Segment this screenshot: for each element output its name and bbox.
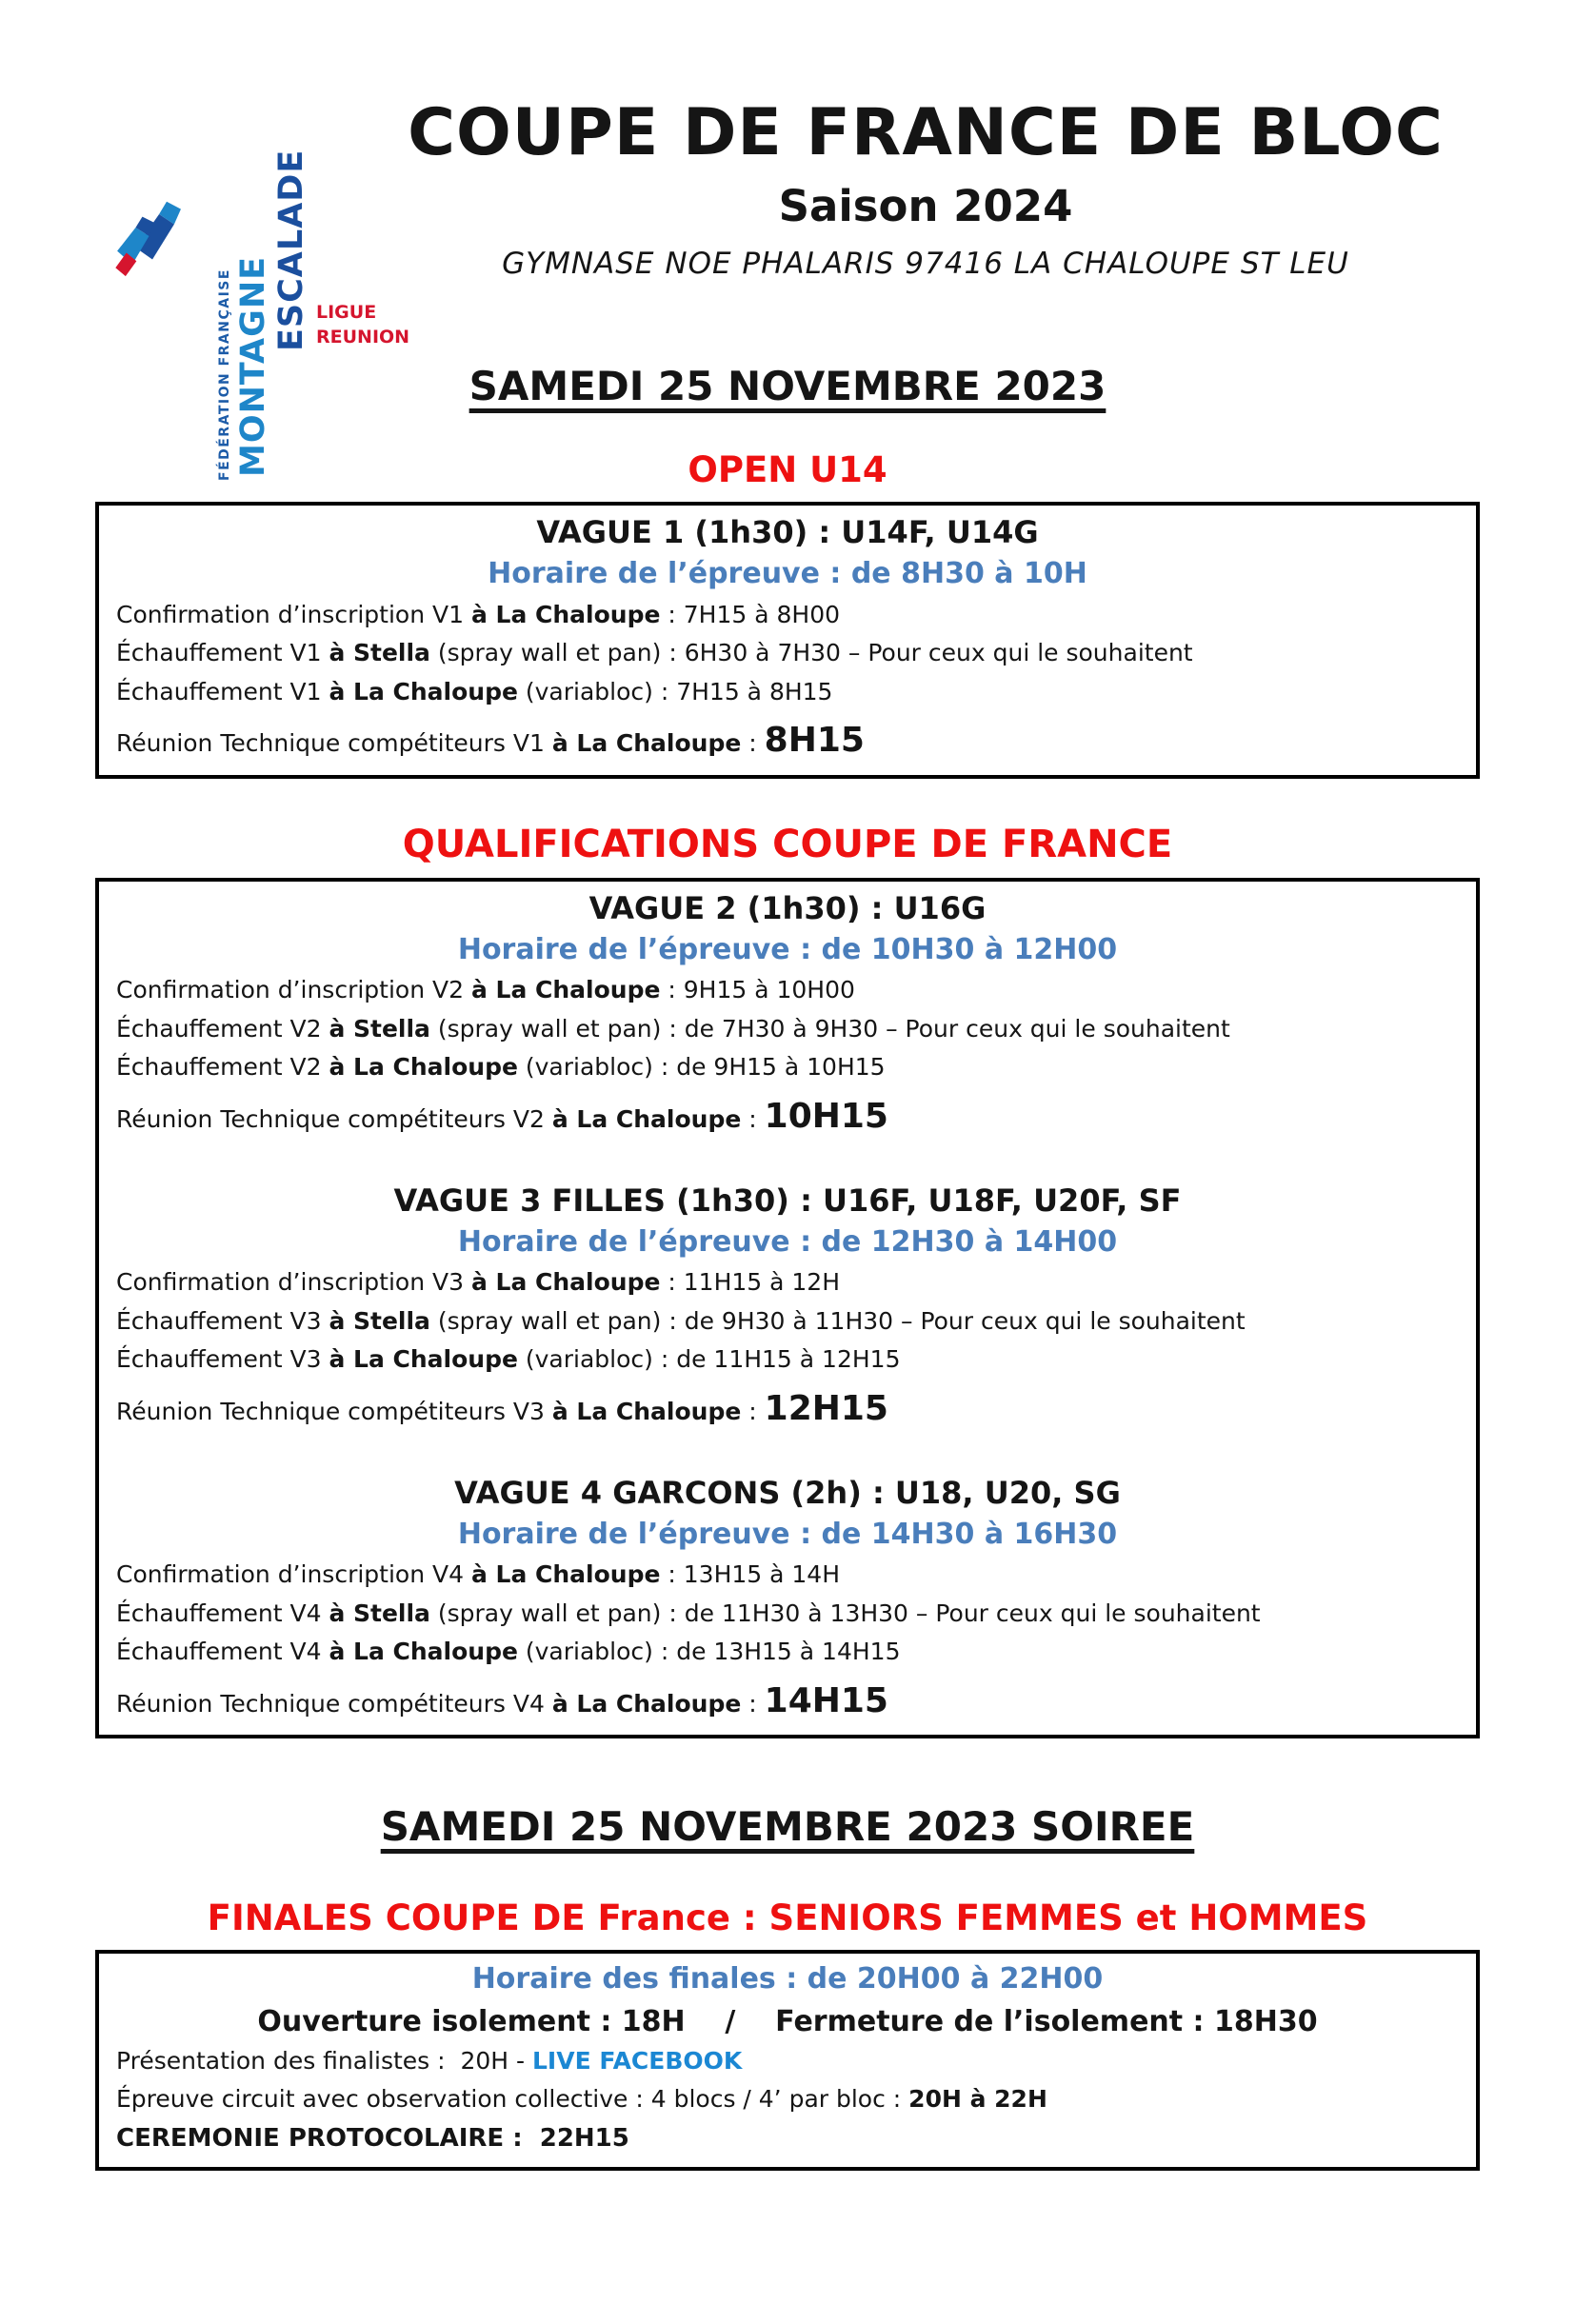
wave-4-horaire: Horaire de l’épreuve : de 14H30 à 16H30	[457, 1517, 1118, 1551]
day-heading-text: SAMEDI 25 NOVEMBRE 2023	[469, 363, 1106, 410]
finals-horaire: Horaire des finales : de 20H00 à 22H00	[471, 1962, 1104, 1996]
confirmation-place: à La Chaloupe	[470, 976, 661, 1004]
warmup-text: Échauffement V4	[116, 1638, 329, 1666]
confirmation-text: Confirmation d’inscription V4	[116, 1560, 471, 1589]
warmup-place: à La Chaloupe	[329, 1345, 518, 1374]
document-header	[333, 97, 1518, 281]
reunion-text: Réunion Technique compétiteurs V4	[116, 1689, 552, 1718]
reunion-time: 10H15	[764, 1096, 888, 1136]
finals-ceremonie-line: CEREMONIE PROTOCOLAIRE : 22H15	[116, 2123, 629, 2153]
warmup-text: Échauffement V2	[116, 1053, 329, 1082]
warmup-text: Échauffement V1	[116, 677, 329, 705]
warmup-place: à Stella	[329, 639, 430, 667]
confirmation-place: à La Chaloupe	[470, 1560, 661, 1589]
wave-2-warmup-stella-line	[116, 1014, 1459, 1045]
warmup-time: (variabloc) : de 11H15 à 12H15	[517, 1345, 901, 1374]
evening-heading	[0, 1803, 1575, 1850]
page-title: COUPE DE FRANCE DE BLOC	[408, 95, 1444, 170]
wave-2-block	[116, 889, 1459, 1140]
warmup-place: à La Chaloupe	[329, 677, 518, 705]
schedule-page	[0, 97, 1575, 2324]
confirmation-time: : 9H15 à 10H00	[660, 976, 855, 1004]
wave-3-horaire: Horaire de l’épreuve : de 12H30 à 14H00	[457, 1224, 1118, 1259]
wave-2-warmup-chaloupe-line	[116, 1052, 1459, 1083]
reunion-time: 12H15	[764, 1388, 888, 1428]
logo-montagne-text: MONTAGNE	[234, 255, 272, 477]
warmup-text: Échauffement V1	[116, 639, 329, 667]
warmup-place: à Stella	[329, 1014, 430, 1043]
wave-4-confirmation-line	[116, 1559, 1459, 1591]
logo-federation-text: FÉDÉRATION FRANÇAISE	[217, 268, 232, 481]
finals-heading: FINALES COUPE DE France : SENIORS FEMMES et HOMMES	[207, 1897, 1368, 1939]
wave-4-title: VAGUE 4 GARCONS (2h) : U18, U20, SG	[454, 1474, 1121, 1511]
wave-3-warmup-stella-line	[116, 1306, 1459, 1338]
reunion-place: à La Chaloupe	[551, 729, 742, 758]
logo-ligue-reunion	[316, 301, 409, 349]
reunion-separator: :	[741, 1689, 765, 1718]
wave-1-warmup-stella-line	[116, 638, 1459, 669]
wave-3-title: VAGUE 3 FILLES (1h30) : U16F, U18F, U20F, SF	[393, 1182, 1182, 1219]
venue-line: GYMNASE NOE PHALARIS 97416 LA CHALOUPE ST LEU	[502, 247, 1349, 282]
wave-2-confirmation-line	[116, 975, 1459, 1006]
confirmation-place: à La Chaloupe	[470, 600, 661, 628]
confirmation-time: : 7H15 à 8H00	[660, 600, 841, 628]
presentation-text: Présentation des finalistes : 20H -	[116, 2046, 532, 2075]
confirmation-time: : 11H15 à 12H	[660, 1268, 841, 1297]
open-u14-heading: OPEN U14	[688, 449, 887, 491]
logo-region-line: REUNION	[316, 326, 410, 348]
wave-3-reunion-line	[116, 1387, 1459, 1432]
qualifications-heading: QUALIFICATIONS COUPE DE FRANCE	[402, 822, 1173, 866]
reunion-time: 8H15	[764, 721, 865, 761]
reunion-place: à La Chaloupe	[551, 1397, 742, 1425]
epreuve-text: Épreuve circuit avec observation collective : 4 blocs / 4’ par bloc :	[116, 2085, 909, 2114]
confirmation-time: : 13H15 à 14H	[660, 1560, 841, 1589]
reunion-text: Réunion Technique compétiteurs V1	[116, 729, 552, 758]
wave-4-warmup-chaloupe-line	[116, 1637, 1459, 1668]
evening-heading-text: SAMEDI 25 NOVEMBRE 2023 SOIREE	[380, 1803, 1195, 1851]
wave-4-block	[116, 1474, 1459, 1724]
ffme-logo	[98, 114, 410, 481]
warmup-place: à Stella	[329, 1599, 430, 1627]
wave-4-reunion-line	[116, 1679, 1459, 1724]
wave-3-warmup-chaloupe-line	[116, 1344, 1459, 1376]
wave-1-block	[116, 513, 1459, 764]
warmup-time: (spray wall et pan) : 6H30 à 7H30 – Pour ceux qui le souhaitent	[429, 639, 1193, 667]
live-facebook-link[interactable]: LIVE FACEBOOK	[532, 2046, 743, 2075]
warmup-time: (spray wall et pan) : de 7H30 à 9H30 – Pour ceux qui le souhaitent	[429, 1014, 1230, 1043]
wave-1-confirmation-line	[116, 600, 1459, 631]
reunion-text: Réunion Technique compétiteurs V3	[116, 1397, 552, 1425]
warmup-place: à La Chaloupe	[329, 1053, 518, 1082]
warmup-text: Échauffement V2	[116, 1014, 329, 1043]
warmup-time: (variabloc) : de 9H15 à 10H15	[517, 1053, 886, 1082]
wave-1-warmup-chaloupe-line	[116, 677, 1459, 708]
wave-1-horaire: Horaire de l’épreuve : de 8H30 à 10H	[488, 557, 1087, 591]
finals-presentation-line	[116, 2046, 1459, 2077]
wave-1-title: VAGUE 1 (1h30) : U14F, U14G	[536, 514, 1039, 551]
reunion-time: 14H15	[764, 1680, 888, 1720]
reunion-separator: :	[741, 1397, 765, 1425]
finals-epreuve-line	[116, 2084, 1459, 2115]
warmup-time: (variabloc) : de 13H15 à 14H15	[517, 1638, 901, 1666]
reunion-separator: :	[741, 729, 765, 758]
reunion-place: à La Chaloupe	[551, 1104, 742, 1133]
warmup-place: à Stella	[329, 1306, 430, 1335]
reunion-place: à La Chaloupe	[551, 1689, 742, 1718]
wave-1-reunion-line	[116, 719, 1459, 764]
warmup-place: à La Chaloupe	[329, 1638, 518, 1666]
confirmation-text: Confirmation d’inscription V1	[116, 600, 471, 628]
wave-4-warmup-stella-line	[116, 1599, 1459, 1630]
wave-2-reunion-line	[116, 1095, 1459, 1140]
warmup-text: Échauffement V3	[116, 1306, 329, 1335]
wave-3-confirmation-line	[116, 1267, 1459, 1299]
confirmation-text: Confirmation d’inscription V3	[116, 1268, 471, 1297]
mountain-icon	[104, 195, 188, 288]
logo-ligue-line: LIGUE	[316, 302, 377, 323]
wave-2-horaire: Horaire de l’épreuve : de 10H30 à 12H00	[457, 932, 1118, 966]
warmup-time: (variabloc) : 7H15 à 8H15	[517, 677, 833, 705]
confirmation-place: à La Chaloupe	[470, 1268, 661, 1297]
confirmation-text: Confirmation d’inscription V2	[116, 976, 471, 1004]
reunion-separator: :	[741, 1104, 765, 1133]
finals-isolement-line: Ouverture isolement : 18H / Fermeture de l’isolement : 18H30	[257, 2004, 1318, 2038]
finals-box	[95, 1950, 1480, 2170]
logo-escalade-text: ESCALADE	[272, 149, 310, 351]
reunion-text: Réunion Technique compétiteurs V2	[116, 1104, 552, 1133]
warmup-text: Échauffement V3	[116, 1345, 329, 1374]
warmup-time: (spray wall et pan) : de 9H30 à 11H30 – Pour ceux qui le souhaitent	[429, 1306, 1246, 1335]
warmup-time: (spray wall et pan) : de 11H30 à 13H30 – Pour ceux qui le souhaitent	[429, 1599, 1261, 1627]
warmup-text: Échauffement V4	[116, 1599, 329, 1627]
season-subtitle: Saison 2024	[778, 181, 1073, 232]
wave-3-block	[116, 1182, 1459, 1432]
epreuve-time: 20H à 22H	[908, 2085, 1047, 2114]
open-u14-box	[95, 502, 1480, 779]
qualifications-box	[95, 878, 1480, 1738]
wave-2-title: VAGUE 2 (1h30) : U16G	[588, 889, 987, 926]
